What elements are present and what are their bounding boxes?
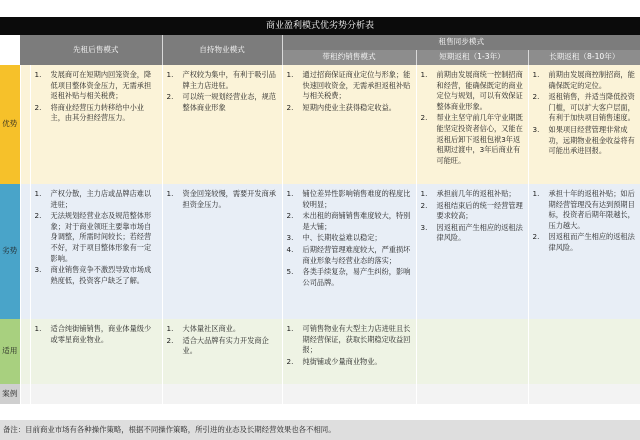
cell-item-list (529, 184, 640, 259)
item-number: 1. (34, 70, 42, 79)
item-number: 1. (286, 324, 294, 333)
list-item (533, 125, 637, 157)
item-text: 承担前几年的返租补贴； (436, 189, 516, 198)
item-number: 2. (286, 211, 294, 221)
cell-case-3 (282, 384, 416, 404)
list-item (287, 245, 412, 266)
item-number: 4. (286, 244, 294, 254)
row-label-disadvantage: 劣势 (0, 184, 20, 319)
item-text: 未出租的商铺销售难度较大，特别是大铺； (302, 211, 411, 231)
item-text: 商业销售竞争不激烈导致市场成熟度低，投资客户缺乏了解。 (50, 265, 152, 285)
item-number: 1. (420, 189, 428, 198)
cell-item-list (417, 319, 528, 328)
item-number: 2. (532, 92, 540, 102)
list-item (35, 103, 158, 124)
cell-item-list (31, 65, 162, 129)
list-item (287, 211, 412, 232)
list-item (533, 189, 637, 231)
list-item (421, 223, 524, 244)
item-text: 返租结束后的统一经营管理要求较高； (436, 200, 523, 221)
item-number: 1. (166, 189, 174, 198)
cell-item-list (163, 319, 282, 362)
cell-case-1 (30, 384, 162, 404)
header-group: 租售同步模式 (282, 35, 640, 50)
item-text: 短期内使业主获得稳定收益。 (302, 102, 396, 112)
cell-item-list (31, 184, 162, 291)
row-applicable (0, 319, 640, 384)
item-text: 前期由发展商统一控制招商和经营，能确保既定的商业定位与规划，可以有效保证整体商业形象。 (436, 70, 523, 111)
item-text: 后期经营管理难度较大，严重损坏商业形象与经营业态的落实； (302, 244, 411, 265)
cell-item-list (529, 65, 640, 162)
row-label-advantage: 优势 (0, 65, 20, 184)
item-number: 3. (34, 265, 42, 275)
cell-item-list (163, 65, 282, 118)
item-text: 返租销售，并适当降低投资门槛，可以扩大客户层面，有利于加快项目销售速度。 (548, 92, 635, 123)
row-spacer (20, 184, 30, 319)
cell-case-4 (416, 384, 528, 404)
item-text: 中、长期收益难以稳定； (302, 233, 382, 243)
item-text: 如果项目经营管理非常成功，远期物业租金收益将有可能出承进回报。 (548, 124, 635, 156)
item-number: 1. (166, 70, 174, 79)
cell-dis-1 (30, 184, 162, 319)
list-item (35, 189, 158, 210)
item-number: 1. (34, 324, 42, 333)
cell-adv-3 (282, 65, 416, 184)
header-col5: 长期返租（8-10年） (528, 50, 640, 65)
item-text: 产权分散，主力店或品牌店难以进驻； (50, 189, 152, 209)
list-item (533, 232, 637, 253)
cell-fit-2 (162, 319, 282, 384)
item-text: 适合大品牌有实力开发商企业。 (182, 335, 269, 356)
cell-item-list (417, 65, 528, 171)
list-item (421, 70, 524, 112)
item-number: 1. (532, 70, 540, 79)
row-advantage (0, 65, 640, 184)
item-number: 3. (286, 233, 294, 243)
list-item (287, 357, 412, 368)
item-text: 承担十年的返租补贴；如后期经营管理没有达到预期目标，投资者后期年限越长，压力越大。 (548, 189, 635, 230)
cell-item-list (283, 65, 416, 118)
cell-dis-5 (528, 184, 640, 319)
item-number: 2. (34, 102, 42, 112)
row-spacer (20, 384, 30, 404)
list-item (35, 324, 158, 345)
cell-item-list (283, 184, 416, 293)
list-item (533, 70, 637, 91)
list-item (167, 189, 278, 210)
item-text: 无法规划经营业态及规范整体形象；对于商业领旺主要靠市场自身调整，所需时间较长；若经营不好，对于项目整体形象有一定影响。 (50, 211, 152, 263)
list-item (287, 267, 412, 288)
list-item (287, 70, 412, 102)
cell-case-2 (162, 384, 282, 404)
item-text: 铺位差异性影响销售难度的程度比较明显； (302, 189, 411, 209)
cell-fit-5 (528, 319, 640, 384)
cell-dis-4 (416, 184, 528, 319)
cell-adv-5 (528, 65, 640, 184)
cell-item-list (31, 319, 162, 350)
list-item (35, 265, 158, 286)
list-item (167, 324, 278, 335)
list-item (421, 113, 524, 166)
cell-item-list (283, 319, 416, 372)
row-label-case: 案例 (0, 384, 20, 404)
item-number: 3. (420, 222, 428, 232)
cell-item-list (163, 184, 282, 215)
item-number: 1. (286, 189, 294, 198)
item-number: 1. (420, 70, 428, 79)
table-title: 商业盈利模式优劣势分析表 (0, 17, 640, 35)
item-number: 2. (286, 356, 294, 366)
header-col4: 短期返租（1-3年） (416, 50, 528, 65)
item-number: 2. (420, 113, 428, 123)
cell-fit-1 (30, 319, 162, 384)
item-number: 2. (420, 200, 428, 210)
list-item (421, 189, 524, 200)
item-text: 前期由发展商控制招商，能确保既定的定位。 (548, 70, 635, 90)
list-item (533, 92, 637, 124)
item-number: 1. (532, 189, 540, 198)
item-text: 将商业经营压力转移给中小业主，由其分担经营压力。 (50, 102, 144, 123)
row-case (0, 384, 640, 404)
item-text: 通过招商保证商业定位与形象；能快速回收资金，无需承担返租补贴与相关税费； (302, 70, 411, 101)
item-text: 可以统一规划经营业态，规范整体商业形象 (182, 92, 276, 112)
cell-dis-2 (162, 184, 282, 319)
header-col3: 带租约销售模式 (282, 50, 416, 65)
analysis-table (0, 35, 640, 404)
item-text: 产权较为集中，有利于吸引品牌主力店进驻。 (182, 70, 276, 90)
item-text: 可销售物业有大型主力店进驻且长期经营保证，获取长期稳定收益回报； (302, 324, 411, 355)
cell-item-list (529, 319, 640, 328)
cell-item-list (417, 184, 528, 249)
list-item (35, 211, 158, 264)
item-number: 1. (286, 70, 294, 79)
header-col2: 自持物业模式 (162, 35, 282, 65)
item-text: 各类手续复杂，易产生纠纷，影响公司品牌。 (302, 267, 411, 287)
list-item (35, 70, 158, 102)
row-label-applicable: 适用 (0, 319, 20, 384)
row-spacer (20, 65, 30, 184)
cell-dis-3 (282, 184, 416, 319)
item-text: 帮业主坚守前几年守业期既能坚定投资者信心，又能在返租后卸下返租包袱3年返租期过渡中，3年后商业有可能旺。 (436, 113, 523, 165)
row-disadvantage (0, 184, 640, 319)
list-item (287, 189, 412, 210)
cell-adv-4 (416, 65, 528, 184)
row-spacer (20, 319, 30, 384)
item-number: 3. (532, 124, 540, 134)
cell-case-5 (528, 384, 640, 404)
item-text: 纯街铺或少量商业物业。 (302, 356, 382, 366)
list-item (421, 201, 524, 222)
item-text: 因返租而产生相应的返租法律风险。 (548, 232, 635, 252)
list-item (167, 336, 278, 357)
list-item (167, 92, 278, 113)
item-text: 大体量社区商业。 (182, 324, 241, 333)
list-item (167, 70, 278, 91)
item-text: 发展商可在短期内回笼资金，降低项目整体资金压力，无需承担返租补贴与相关税费； (50, 70, 152, 101)
cell-fit-3 (282, 319, 416, 384)
cell-adv-2 (162, 65, 282, 184)
item-text: 因返租而产生相应的返租法律风险。 (436, 222, 523, 243)
item-text: 资金回笼较慢，需要开发商承担资金压力。 (182, 189, 276, 209)
header-spacer (20, 35, 30, 65)
header-corner (0, 35, 20, 65)
cell-fit-4 (416, 319, 528, 384)
list-item (287, 233, 412, 244)
cell-adv-1 (30, 65, 162, 184)
item-number: 2. (286, 102, 294, 112)
item-text: 适合纯街铺销售，商业体量级少或零星商业物业。 (50, 324, 152, 344)
item-number: 5. (286, 267, 294, 277)
list-item (287, 324, 412, 356)
item-number: 1. (34, 189, 42, 198)
list-item (287, 103, 412, 114)
header-col1: 先租后售模式 (30, 35, 162, 65)
item-number: 2. (166, 335, 174, 345)
item-number: 2. (166, 92, 174, 102)
item-number: 2. (532, 232, 540, 242)
footer-note: 备注：目前商业市场有各种操作策略，根据不同操作策略，所引进的业态及长期经营效果也各不相同。 (0, 420, 640, 440)
item-number: 2. (34, 211, 42, 221)
item-number: 1. (166, 324, 174, 333)
